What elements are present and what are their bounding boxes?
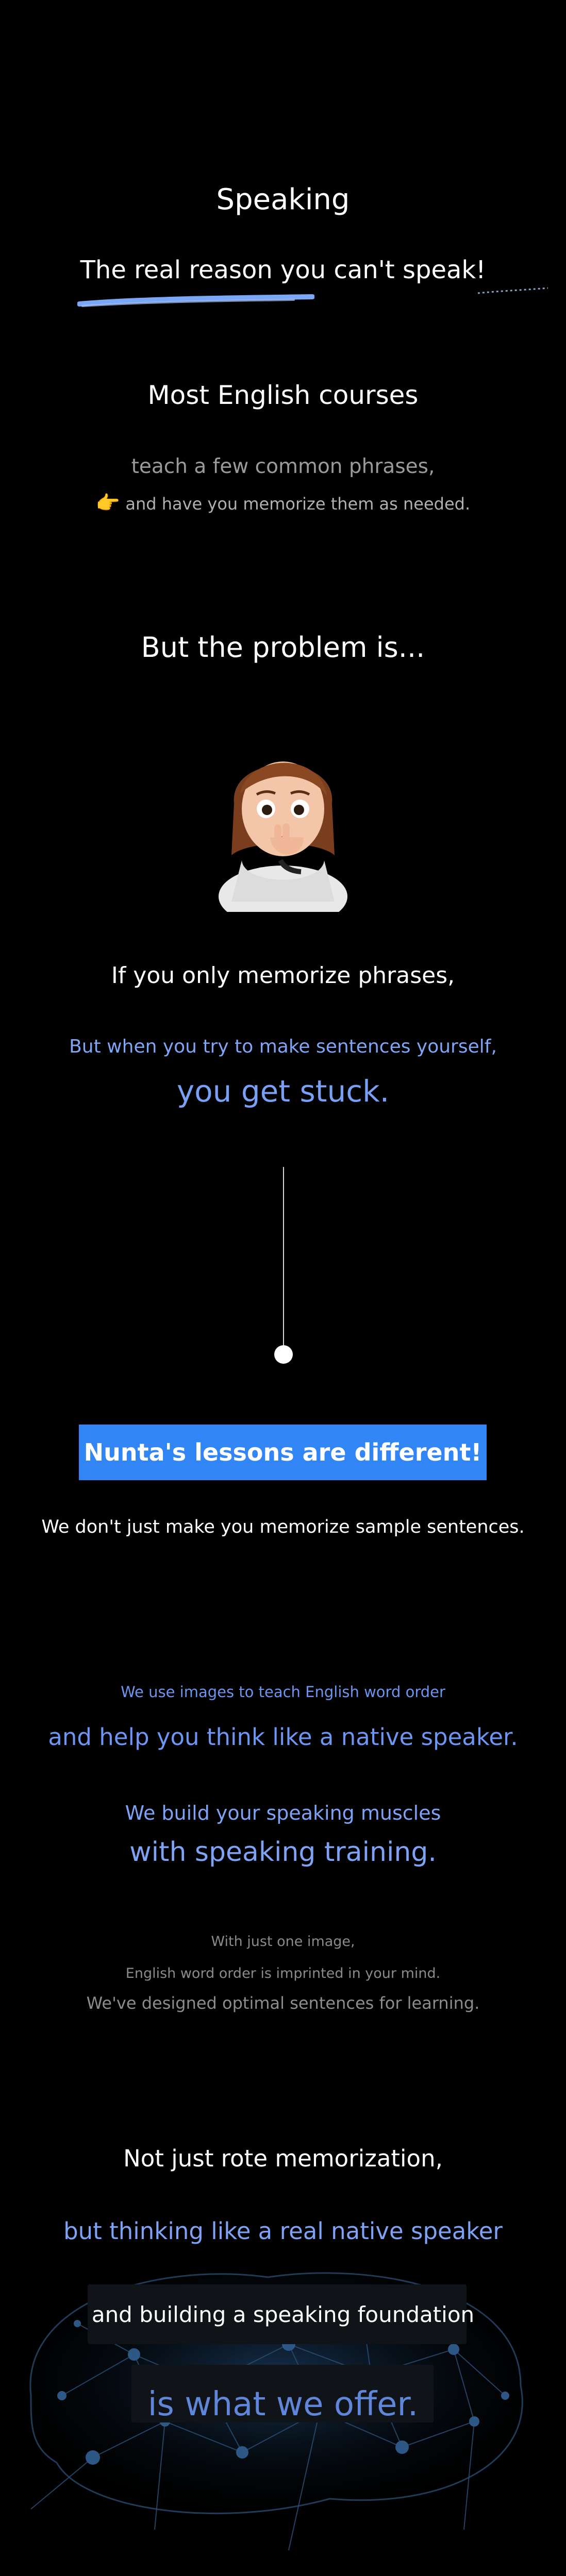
dont-just-text: We don't just make you memorize sample sentences. [41, 1517, 525, 1537]
courses-line-2 [0, 492, 566, 515]
divider-dot [274, 1345, 293, 1364]
vertical-divider-line [283, 1167, 284, 1352]
courses-line-2-text: and have you memorize them as needed. [125, 494, 471, 514]
you-get-stuck-text: you get stuck. [176, 1074, 390, 1109]
thinking-native-text: but thinking like a real native speaker [63, 2217, 503, 2245]
when-you-try-text: But when you try to make sentences yourself, [69, 1036, 497, 1057]
speaking-training-text: with speaking training. [129, 1837, 437, 1868]
courses-heading: Most English courses [147, 380, 419, 410]
use-images-text: We use images to teach English word order [121, 1683, 445, 1701]
thinking-girl-avatar-icon [213, 732, 353, 912]
native-speaker-text: and help you think like a native speaker. [48, 1723, 518, 1751]
word-order-text: English word order is imprinted in your mind. [125, 1965, 441, 1981]
if-only-text: If you only memorize phrases, [111, 962, 455, 989]
page-title: Speaking [216, 183, 350, 216]
brush-underline-decoration [77, 294, 314, 308]
problem-heading: But the problem is... [141, 631, 425, 664]
courses-line-1: teach a few common phrases, [131, 455, 435, 478]
lessons-different-button[interactable]: Nunta's lessons are different! [79, 1425, 487, 1480]
speaking-foundation-text: and building a speaking foundation [91, 2302, 475, 2327]
hero-subtitle: The real reason you can't speak! [80, 256, 486, 284]
not-just-rote-text: Not just rote memorization, [123, 2145, 443, 2172]
pointing-hand-icon: 👉 [95, 492, 121, 514]
optimal-sentences-text: We've designed optimal sentences for learning. [86, 1993, 480, 2013]
what-we-offer-text: is what we offer. [147, 2385, 419, 2424]
brush-dots-decoration [477, 286, 549, 296]
one-image-text: With just one image, [211, 1934, 355, 1950]
speaking-muscles-text: We build your speaking muscles [125, 1802, 441, 1824]
